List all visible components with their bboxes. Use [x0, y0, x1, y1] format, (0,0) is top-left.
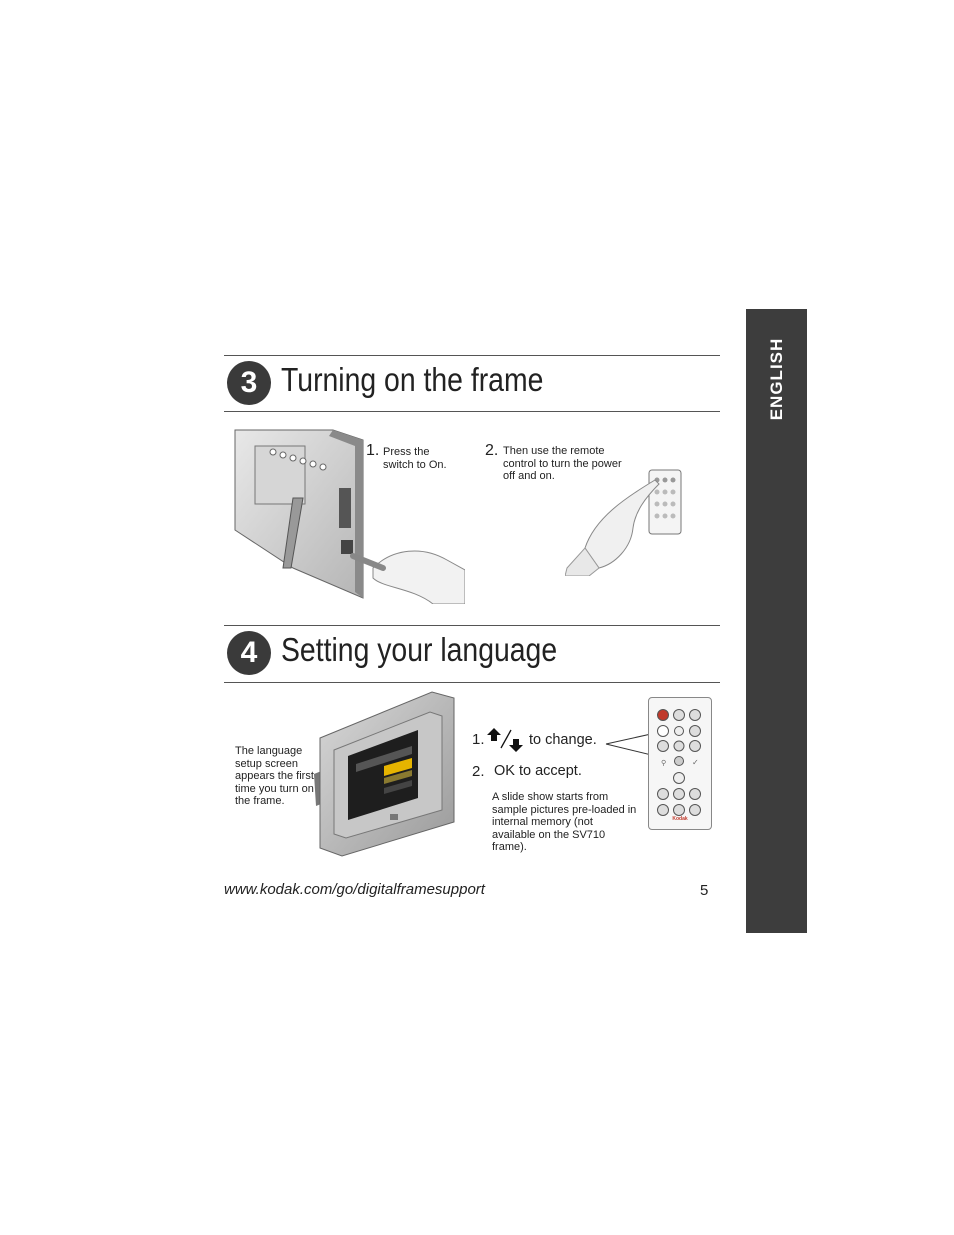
- section3-top-rule: [224, 355, 720, 356]
- section4-bottom-rule: [224, 682, 720, 683]
- language-side-tab: [746, 309, 807, 933]
- section3-number-badge: 3: [227, 361, 271, 405]
- side-tab-label: ENGLISH: [766, 337, 786, 421]
- section4-top-rule: [224, 625, 720, 626]
- svg-text:✓: ✓: [692, 758, 699, 767]
- frame-front-language-screen-illustration: [312, 690, 462, 858]
- section4-step1-text: to change.: [529, 732, 597, 748]
- slideshow-note: A slide show starts from sample pictures pre-loaded in internal memory (not available on the SV710 frame).: [492, 791, 637, 853]
- remote-brand-label: Kodak: [672, 816, 688, 822]
- section4-step2-number: 2.: [472, 763, 485, 780]
- language-screen-caption: The language setup screen appears the first time you turn on the frame.: [235, 745, 314, 807]
- section3-bottom-rule: [224, 411, 720, 412]
- section4-step1-number: 1.: [472, 731, 485, 748]
- section4-title: Setting your language: [281, 631, 558, 668]
- svg-text:⚲: ⚲: [661, 759, 667, 767]
- up-down-arrows-icon: [485, 726, 525, 754]
- section4-number-badge: 4: [227, 631, 271, 675]
- section3-step2-number: 2.: [485, 442, 499, 459]
- page-number: 5: [700, 882, 709, 899]
- remote-control: [648, 697, 712, 830]
- section4-step2-text: OK to accept.: [494, 763, 582, 779]
- remote-buttons-icon: [649, 698, 711, 829]
- section3-title: Turning on the frame: [281, 361, 544, 398]
- section3-step2-text: Then use the remote control to turn the power off and on.: [503, 445, 622, 482]
- remote-hand-illustration: [565, 468, 685, 576]
- section3-step1-text: Press the switch to On.: [383, 446, 447, 471]
- support-url[interactable]: www.kodak.com/go/digitalframesupport: [224, 881, 485, 898]
- section3-step1-number: 1.: [366, 442, 380, 459]
